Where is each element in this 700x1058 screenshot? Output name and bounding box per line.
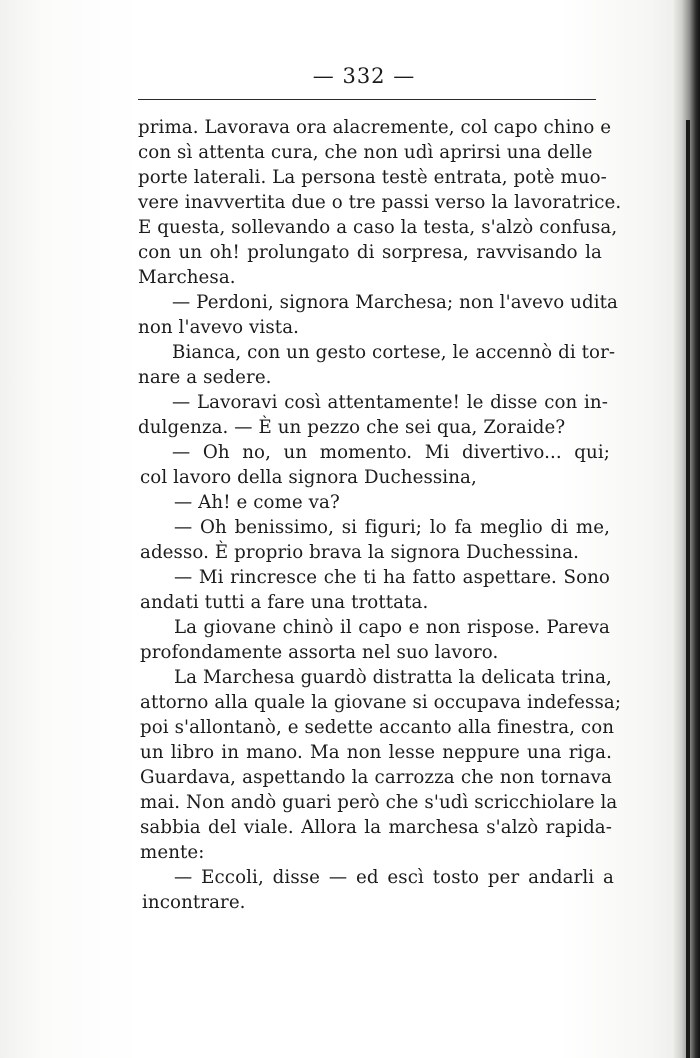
- text-line: La giovane chinò il capo e non rispose. Pareva: [174, 617, 610, 638]
- text-line: un libro in mano. Ma non lesse neppure una riga.: [140, 742, 612, 763]
- text-line: La Marchesa guardò distratta la delicata trina,: [174, 667, 612, 688]
- page-header: [0, 64, 700, 88]
- text-line: E questa, sollevando a caso la testa, s'alzò confusa,: [138, 217, 618, 238]
- page-number: — 332 —: [312, 64, 416, 88]
- text-line: prima. Lavorava ora alacremente, col capo chino e: [138, 117, 612, 138]
- header-rule: [138, 99, 596, 100]
- text-line: sabbia del viale. Allora la marchesa s'alzò rapida-: [140, 817, 612, 838]
- text-line: col lavoro della signora Duchessina,: [140, 467, 477, 488]
- text-line: mai. Non andò guari però che s'udì scricchiolare la: [140, 792, 618, 813]
- text-line: attorno alla quale la giovane si occupava indefessa;: [140, 692, 622, 713]
- text-line: mente:: [140, 842, 205, 863]
- text-line: Marchesa.: [138, 267, 236, 288]
- text-line: nare a sedere.: [138, 367, 272, 388]
- text-line: porte laterali. La persona testè entrata, potè muo-: [138, 167, 607, 188]
- text-line: andati tutti a fare una trottata.: [140, 592, 429, 613]
- text-line: — Lavoravi così attentamente! le disse con in-: [172, 392, 608, 413]
- text-line: — Oh no, un momento. Mi divertivo... qui;: [172, 442, 610, 463]
- text-line: poi s'allontanò, e sedette accanto alla finestra, con: [140, 717, 615, 738]
- text-line: Guardava, aspettando la carrozza che non tornava: [140, 767, 612, 788]
- text-line: Bianca, con un gesto cortese, le accennò di tor-: [172, 342, 616, 363]
- text-line: incontrare.: [142, 892, 246, 913]
- text-line: con un oh! prolungato di sorpresa, ravvisando la: [138, 242, 602, 263]
- text-line: adesso. È proprio brava la signora Duchessina.: [140, 542, 580, 563]
- text-line: dulgenza. — È un pezzo che sei qua, Zoraide?: [138, 417, 566, 438]
- text-line: — Ah! e come va?: [174, 492, 340, 513]
- text-line: — Mi rincresce che ti ha fatto aspettare. Sono: [174, 567, 610, 588]
- text-line: profondamente assorta nel suo lavoro.: [140, 642, 499, 663]
- text-line: — Eccoli, disse — ed escì tosto per andarli a: [174, 867, 614, 888]
- page-binding-edge: [686, 120, 690, 1058]
- text-line: — Oh benissimo, si figuri; lo fa meglio di me,: [174, 517, 610, 538]
- text-line: con sì attenta cura, che non udì aprirsi una delle: [138, 142, 593, 163]
- text-line: — Perdoni, signora Marchesa; non l'avevo udita: [172, 292, 619, 313]
- text-line: non l'avevo vista.: [138, 317, 300, 338]
- text-line: vere inavvertita due o tre passi verso la lavoratrice.: [138, 192, 622, 213]
